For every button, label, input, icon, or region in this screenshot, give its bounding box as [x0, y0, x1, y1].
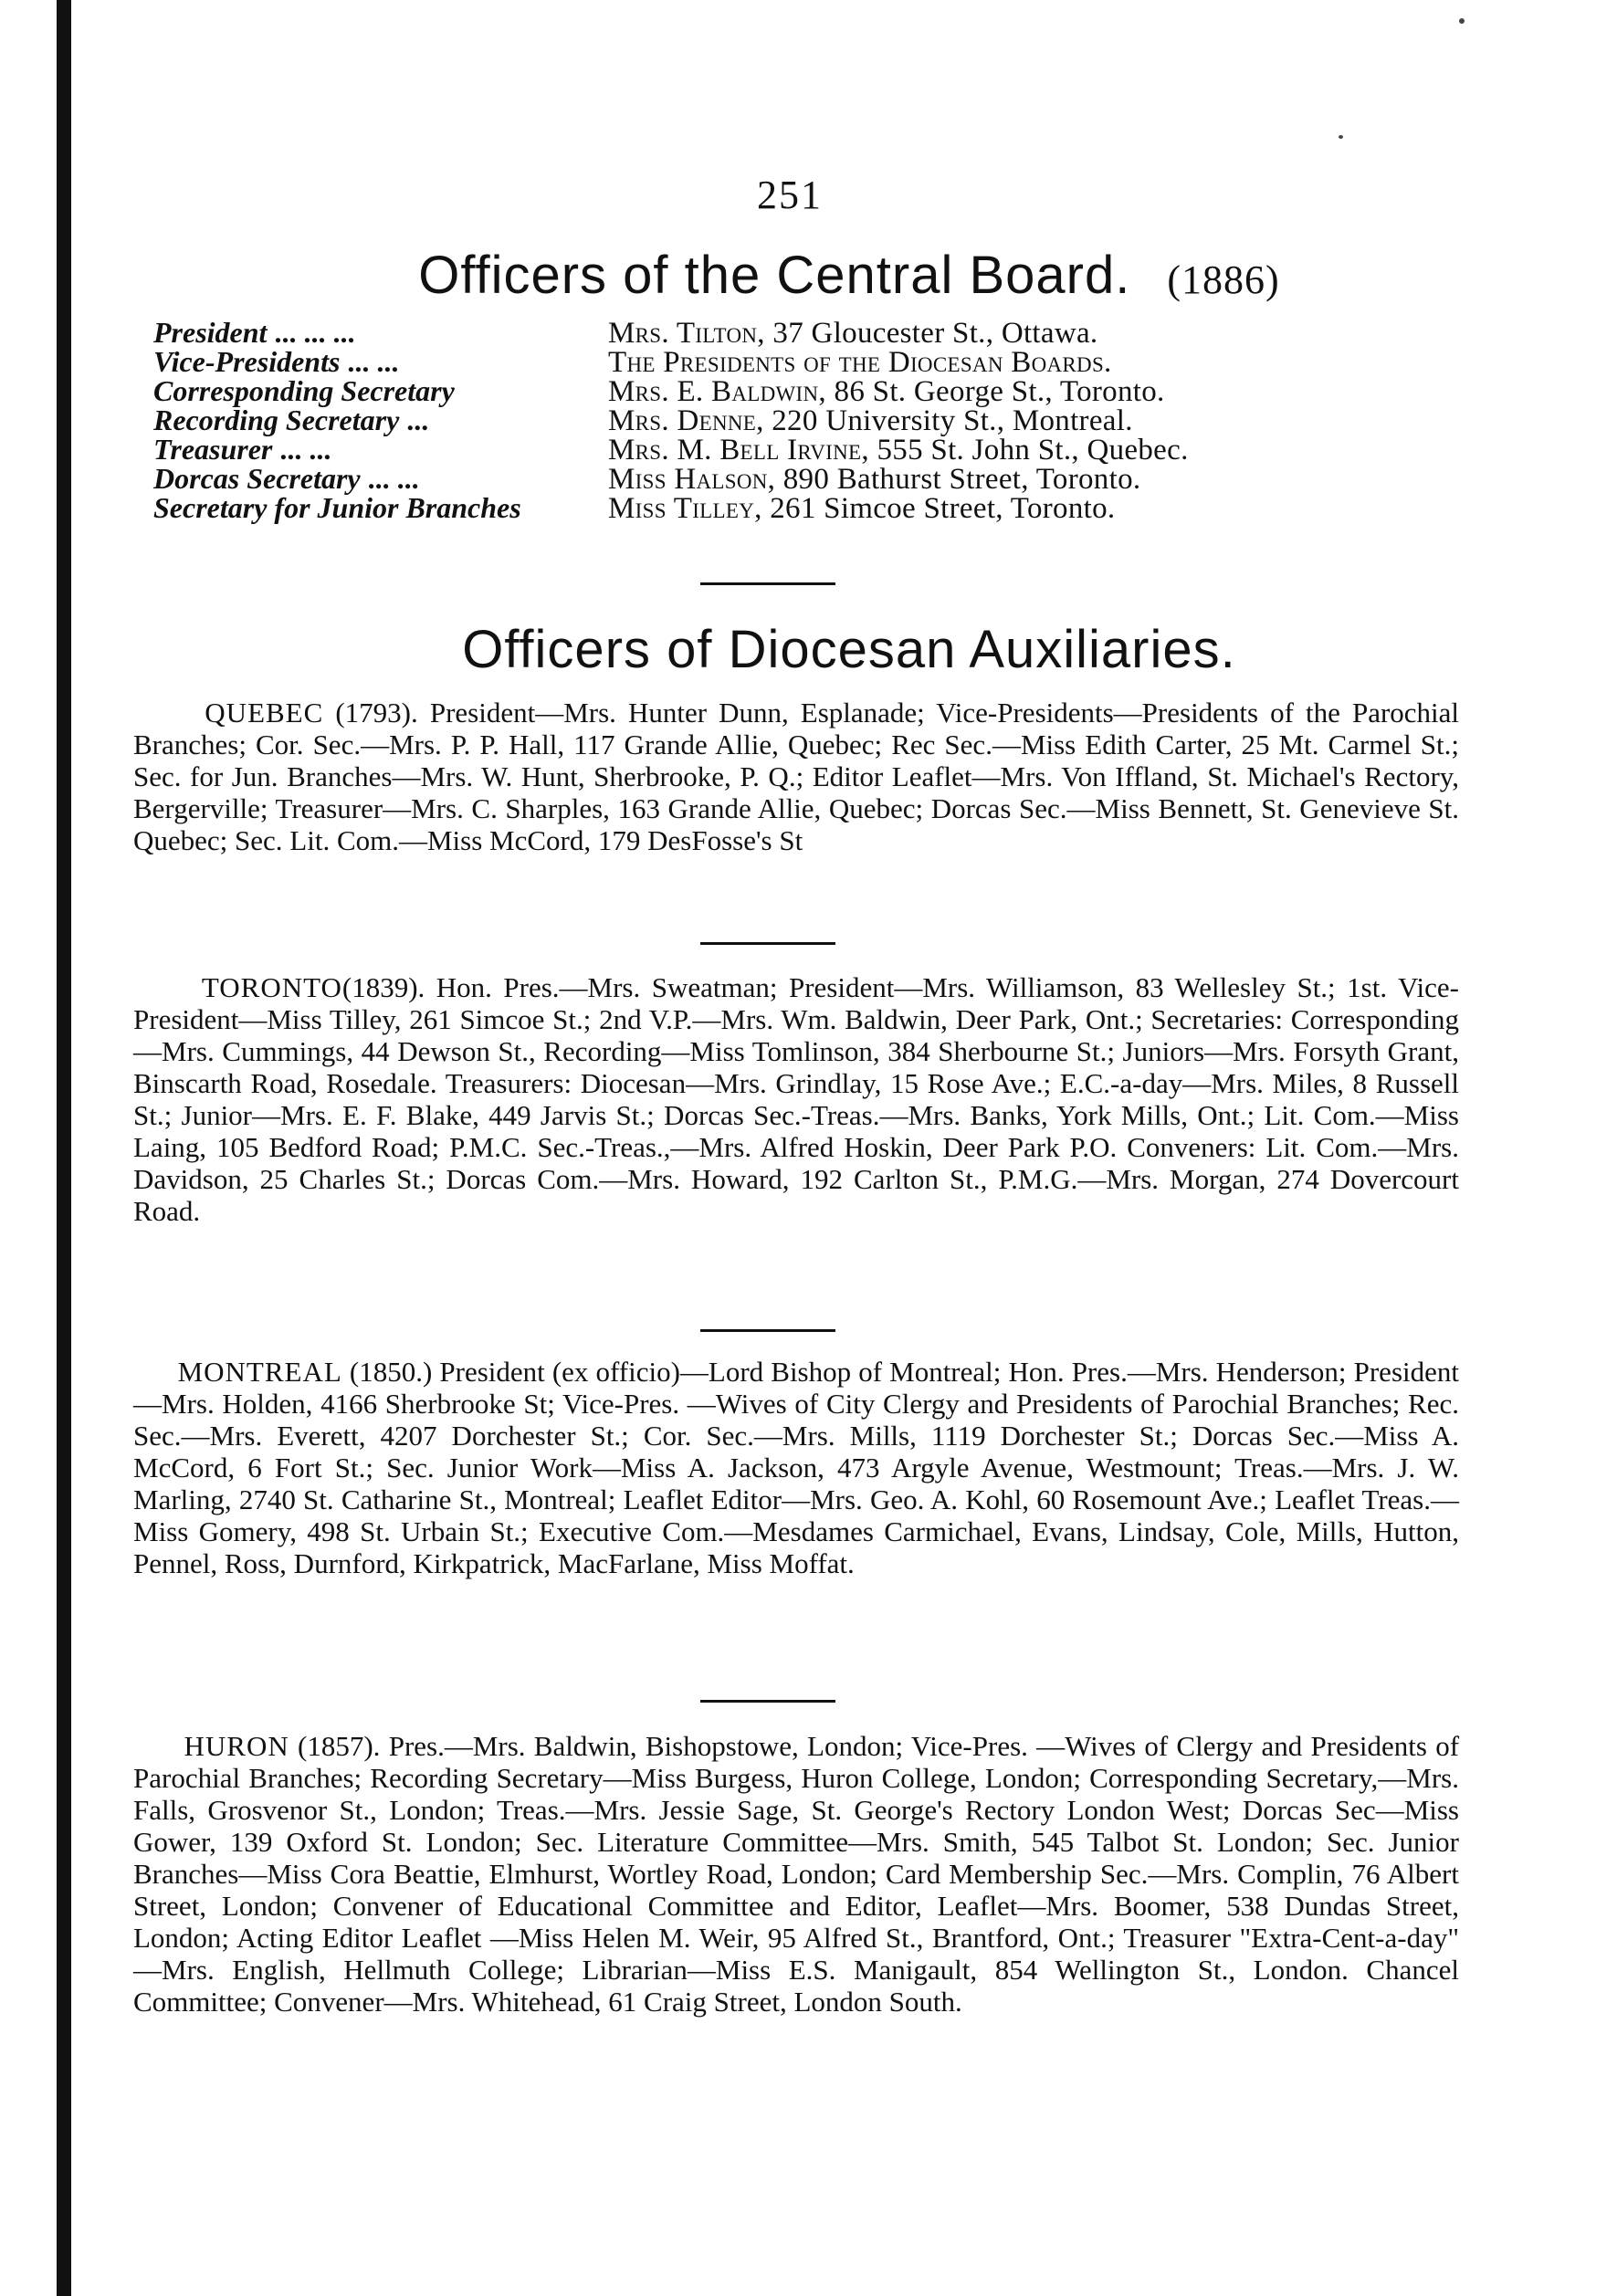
officer-role: Vice-Presidents ... ... — [153, 345, 399, 378]
diocese-montreal-paragraph — [133, 1356, 1459, 1579]
officer-info: Mrs. Tilton, 37 Gloucester St., Ottawa. — [608, 317, 1098, 350]
scan-speck — [1459, 18, 1465, 24]
diocese-text: Pres.—Mrs. Baldwin, Bishopstowe, London; Vice-Pres. —Wives of Clergy and Presidents of Parochial Branches; Recording Secretary—Miss Burgess, Huron College, London; Corresponding Secretary,—Mrs. Falls, Grosvenor St., London; Treas.—Mrs. Jessie Sage, St. George's Rectory London West; Dorcas Sec—Miss Gower, 139 Oxford St. London; Sec. Literature Committee—Mrs. Smith, 545 Talbot St. London; Sec. Junior Branches—Miss Cora Beattie, Elmhurst, Wortley Road, London; Card Membership Sec.—Mrs. Complin, 76 Albert Street, London; Convener of Educational Committee and Editor, Leaflet—Mrs. Boomer, 538 Dundas Street, London; Acting Editor Leaflet —Miss Helen M. Weir, 95 Alfred St., Brantford, Ont.; Treasurer "Extra-Cent-a-day" —Mrs. English, Hellmuth College; Librarian—Miss E.S. Manigault, 854 Wellington St., London. Chancel Committee; Convener—Mrs. Whitehead, 61 Craig Street, London South. — [133, 1730, 1460, 2018]
officer-role: Treasurer ... ... — [153, 433, 331, 466]
central-board-title: Officers of the Central Board. — [418, 246, 1131, 305]
diocese-quebec-paragraph — [133, 697, 1459, 856]
diocese-year: (1850.) — [349, 1356, 433, 1388]
officer-row — [153, 462, 1477, 496]
diocese-toronto-paragraph — [133, 971, 1459, 1227]
section-divider — [700, 942, 835, 945]
officer-info: The Presidents of the Diocesan Boards. — [608, 346, 1112, 379]
central-board-heading — [137, 245, 1561, 306]
section-divider — [700, 1700, 835, 1703]
officer-row — [153, 374, 1477, 408]
page-binding-edge — [57, 0, 71, 2296]
central-board-year: (1886) — [1167, 257, 1280, 302]
diocese-year: (1793). — [335, 697, 418, 729]
diocese-name: MONTREAL — [177, 1356, 342, 1388]
officer-role: President ... ... ... — [153, 316, 355, 349]
diocese-huron-paragraph — [133, 1730, 1459, 2018]
officer-info: Mrs. E. Baldwin, 86 St. George St., Toronto. — [608, 375, 1165, 408]
diocese-year: (1857). — [298, 1730, 381, 1762]
scan-speck — [1339, 135, 1343, 139]
officer-row — [153, 405, 1477, 435]
officer-info: Miss Halson, 890 Bathurst Street, Toronto. — [608, 463, 1141, 496]
section-divider — [700, 582, 835, 585]
officer-row — [153, 433, 1477, 467]
officer-info: Miss Tilley, 261 Simcoe Street, Toronto. — [608, 492, 1116, 525]
officer-role: Dorcas Secretary ... ... — [153, 462, 419, 495]
officer-row — [153, 345, 1477, 379]
diocese-name: QUEBEC — [205, 697, 324, 729]
officer-row — [153, 491, 1477, 525]
diocese-name: TORONTO — [201, 971, 342, 1003]
officer-role: Secretary for Junior Branches — [153, 491, 521, 524]
central-board-officers — [153, 316, 1477, 525]
diocesan-heading: Officers of Diocesan Auxiliaries. — [462, 620, 1236, 679]
section-divider — [700, 1329, 835, 1332]
diocese-text: President (ex officio)—Lord Bishop of Montreal; Hon. Pres.—Mrs. Henderson; President—Mrs. Holden, 4166 Sherbrooke St; Vice-Pres. —Wives of City Clergy and Presidents of Parochial Branches; Rec. Sec.—Mrs. Everett, 4207 Dorchester St.; Cor. Sec.—Mrs. Mills, 1119 Dorchester St.; Dorcas Sec.—Miss A. McCord, 6 Fort St.; Sec. Junior Work—Miss A. Jackson, 473 Argyle Avenue, Westmount; Treas.—Mrs. J. W. Marling, 2740 St. Catharine St., Montreal; Leaflet Editor—Mrs. Geo. A. Kohl, 60 Rosemount Ave.; Leaflet Treas.—Miss Gomery, 498 St. Urbain St.; Executive Com.—Mesdames Carmichael, Evans, Lindsay, Cole, Mills, Hutton, Pennel, Ross, Durnford, Kirkpatrick, MacFarlane, Miss Moffat. — [133, 1356, 1459, 1579]
officer-role: Corresponding Secretary — [153, 374, 455, 407]
officer-role: Recording Secretary ... — [153, 404, 429, 436]
diocese-text: President—Mrs. Hunter Dunn, Esplanade; Vice-Presidents—Presidents of the Parochial Branches; Cor. Sec.—Mrs. P. P. Hall, 117 Grande Allie, Quebec; Rec Sec.—Miss Edith Carter, 25 Mt. Carmel St.; Sec. for Jun. Branches—Mrs. W. Hunt, Sherbrooke, P. Q.; Editor Leaflet—Mrs. Von Iffland, St. Michael's Rectory, Bergerville; Treasurer—Mrs. C. Sharples, 163 Grande Allie, Quebec; Dorcas Sec.—Miss Bennett, St. Genevieve St. Quebec; Sec. Lit. Com.—Miss McCord, 179 DesFosse's St — [133, 697, 1460, 856]
diocese-text: Hon. Pres.—Mrs. Sweatman; President—Mrs. Williamson, 83 Wellesley St.; 1st. Vice-President—Miss Tilley, 261 Simcoe St.; 2nd V.P.—Mrs. Wm. Baldwin, Deer Park, Ont.; Secretaries: Corresponding—Mrs. Cummings, 44 Dewson St., Recording—Miss Tomlinson, 384 Sherbourne St.; Juniors—Mrs. Forsyth Grant, Binscarth Road, Rosedale. Treasurers: Diocesan—Mrs. Grindlay, 15 Rose Ave.; E.C.-a-day—Mrs. Miles, 8 Russell St.; Junior—Mrs. E. F. Blake, 449 Jarvis St.; Dorcas Sec.-Treas.—Mrs. Banks, York Mills, Ont.; Lit. Com.—Miss Laing, 105 Bedford Road; P.M.C. Sec.-Treas.,—Mrs. Alfred Hoskin, Deer Park P.O. Conveners: Lit. Com.—Mrs. Davidson, 25 Charles St.; Dorcas Com.—Mrs. Howard, 192 Carlton St., P.M.G.—Mrs. Morgan, 274 Dovercourt Road. — [133, 971, 1459, 1227]
officer-row — [153, 316, 1477, 350]
officer-info: Mrs. Denne, 220 University St., Montreal. — [608, 404, 1133, 437]
diocese-name: HURON — [184, 1730, 289, 1762]
page-number: 251 — [757, 173, 823, 217]
diocese-year: (1839). — [341, 971, 425, 1003]
officer-info: Mrs. M. Bell Irvine, 555 St. John St., Quebec. — [608, 434, 1189, 467]
